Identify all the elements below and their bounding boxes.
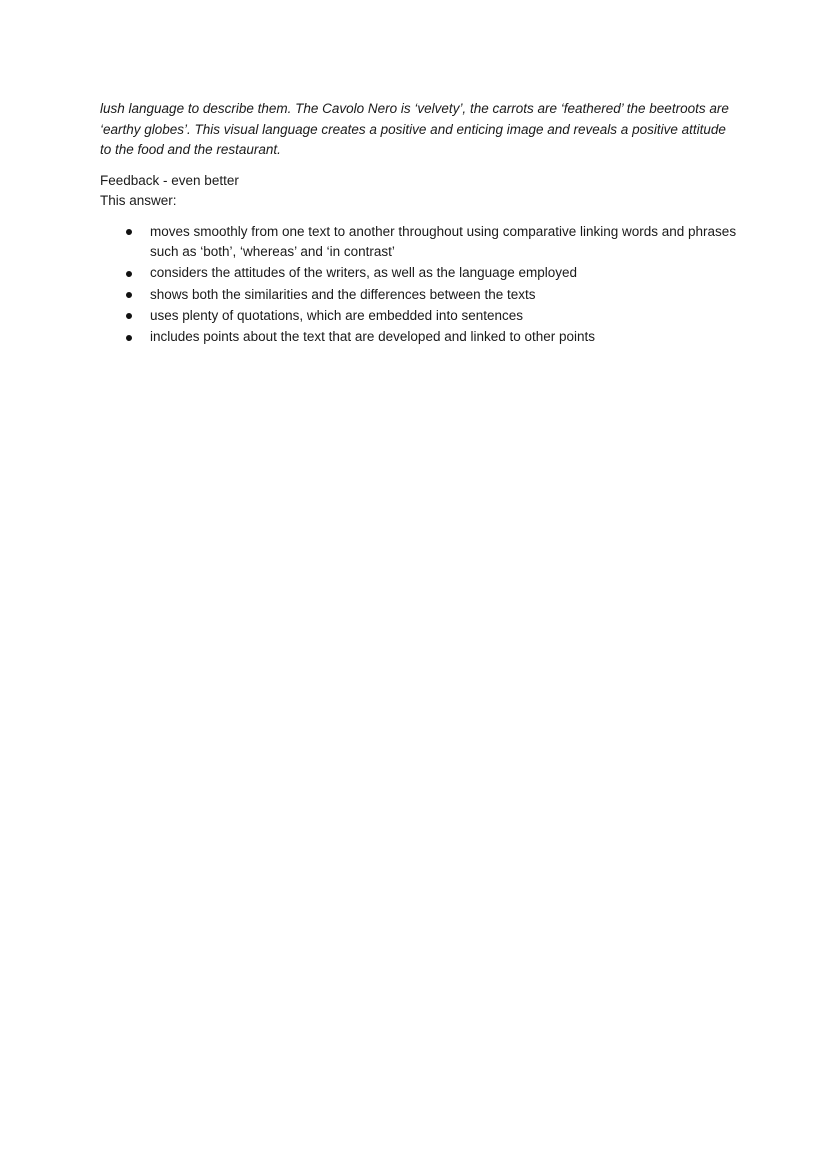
page-content (100, 99, 740, 348)
list-item (100, 327, 740, 348)
answer-intro: This answer: (100, 193, 177, 208)
list-item (100, 285, 740, 306)
list-item (100, 263, 740, 284)
list-item-text: includes points about the text that are developed and linked to other points (150, 329, 596, 345)
feedback-heading: Feedback - even better (100, 172, 239, 188)
bullet-icon (126, 313, 132, 319)
bullet-icon (126, 271, 132, 277)
bullet-icon (126, 335, 132, 341)
bullet-icon (126, 229, 132, 235)
list-item-text: uses plenty of quotations, which are embedded into sentences (150, 307, 523, 323)
list-item-text: moves smoothly from one text to another throughout using comparative linking words and phrases such as ‘both’, ‘whereas’ and ‘in contrast’ (150, 223, 737, 259)
italic-analysis-paragraph: lush language to describe them. The Cavolo Nero is ‘velvety’, the carrots are ‘feathered’ the beetroots are ‘earthy globes’. This visual language creates a positive and enticing image and reveals a positive attitude to the food and the restaurant. (100, 101, 729, 157)
list-item-text: considers the attitudes of the writers, as well as the language employed (150, 265, 577, 281)
bullet-icon (126, 292, 132, 298)
list-item-text: shows both the similarities and the differences between the texts (150, 286, 536, 302)
feedback-bullet-list (100, 222, 740, 348)
list-item (100, 306, 740, 327)
list-item (100, 222, 740, 263)
